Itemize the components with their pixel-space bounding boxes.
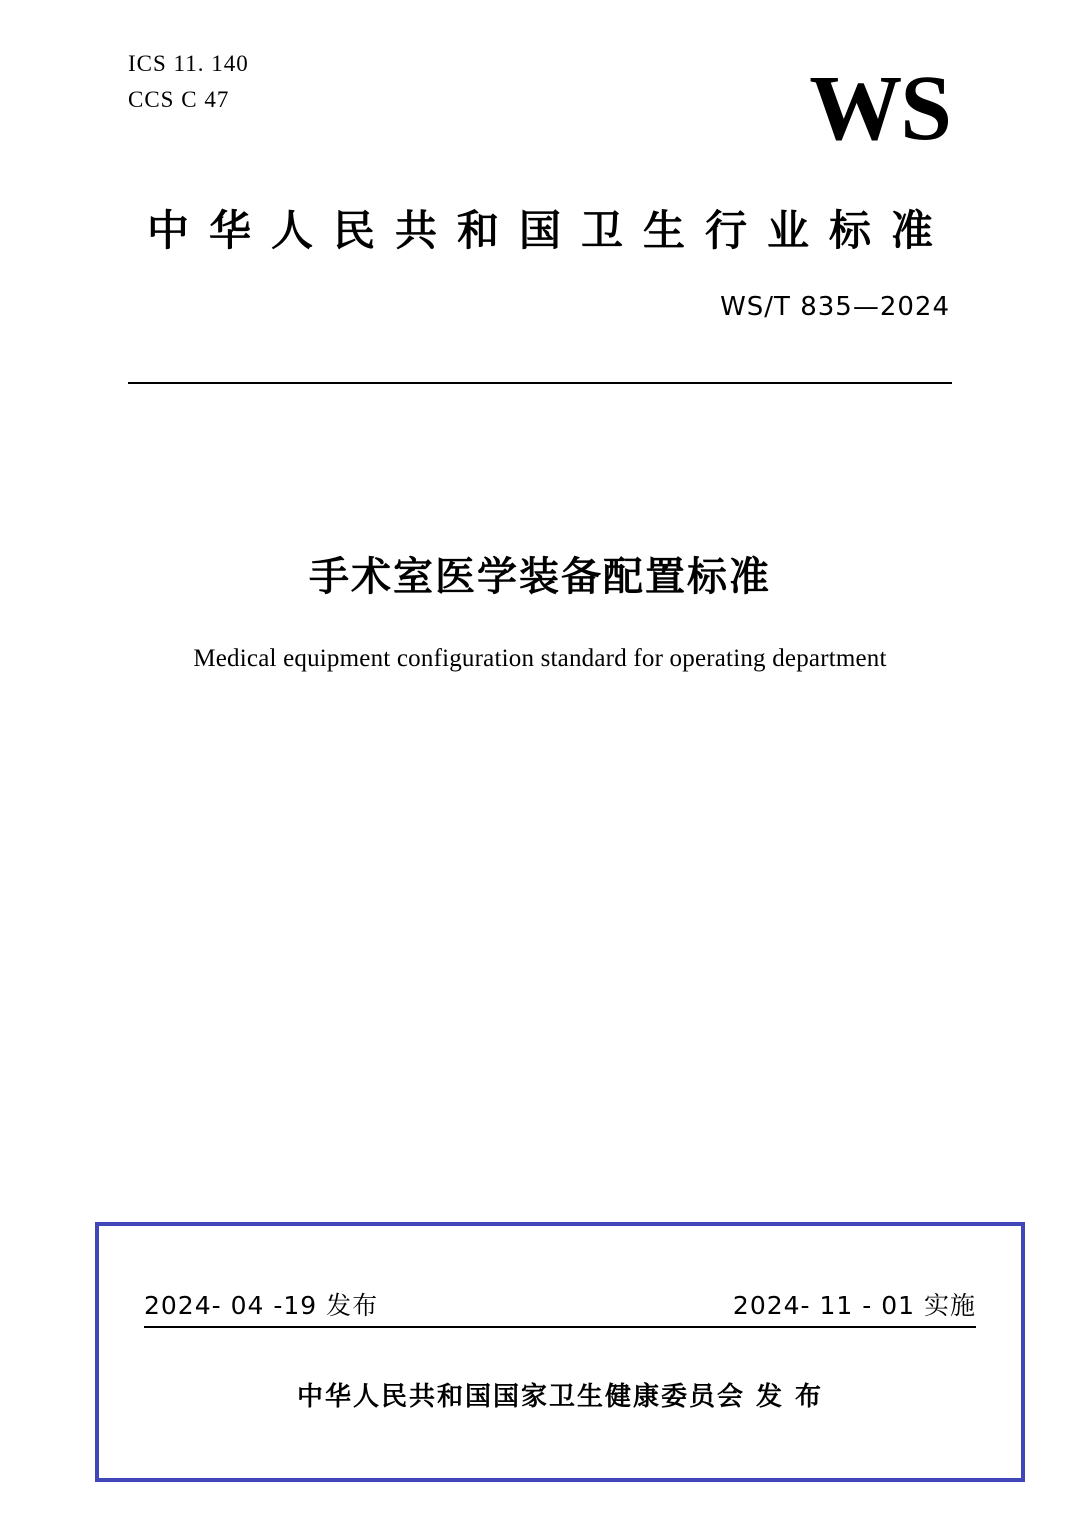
document-title-english: Medical equipment configuration standard for operating department xyxy=(193,645,887,672)
ics-code: ICS 11. 140 xyxy=(128,51,249,76)
classification-codes xyxy=(128,46,249,117)
header-divider xyxy=(128,382,952,384)
standard-number: WS/T 835—2024 xyxy=(720,292,950,322)
ws-logo: WS xyxy=(809,57,950,160)
document-title-chinese: 手术室医学装备配置标准 xyxy=(309,554,771,600)
issue-date: 2024- 04 -19 发布 xyxy=(144,1291,379,1320)
effective-date: 2024- 11 - 01 实施 xyxy=(732,1291,976,1320)
date-row xyxy=(144,1282,976,1328)
issuing-authority: 中华人民共和国国家卫生健康委员会 发 布 xyxy=(296,1382,824,1412)
page-title: 中华人民共和国卫生行业标准 xyxy=(146,206,953,255)
publication-info-box xyxy=(95,1222,1025,1482)
ccs-code: CCS C 47 xyxy=(128,86,230,112)
